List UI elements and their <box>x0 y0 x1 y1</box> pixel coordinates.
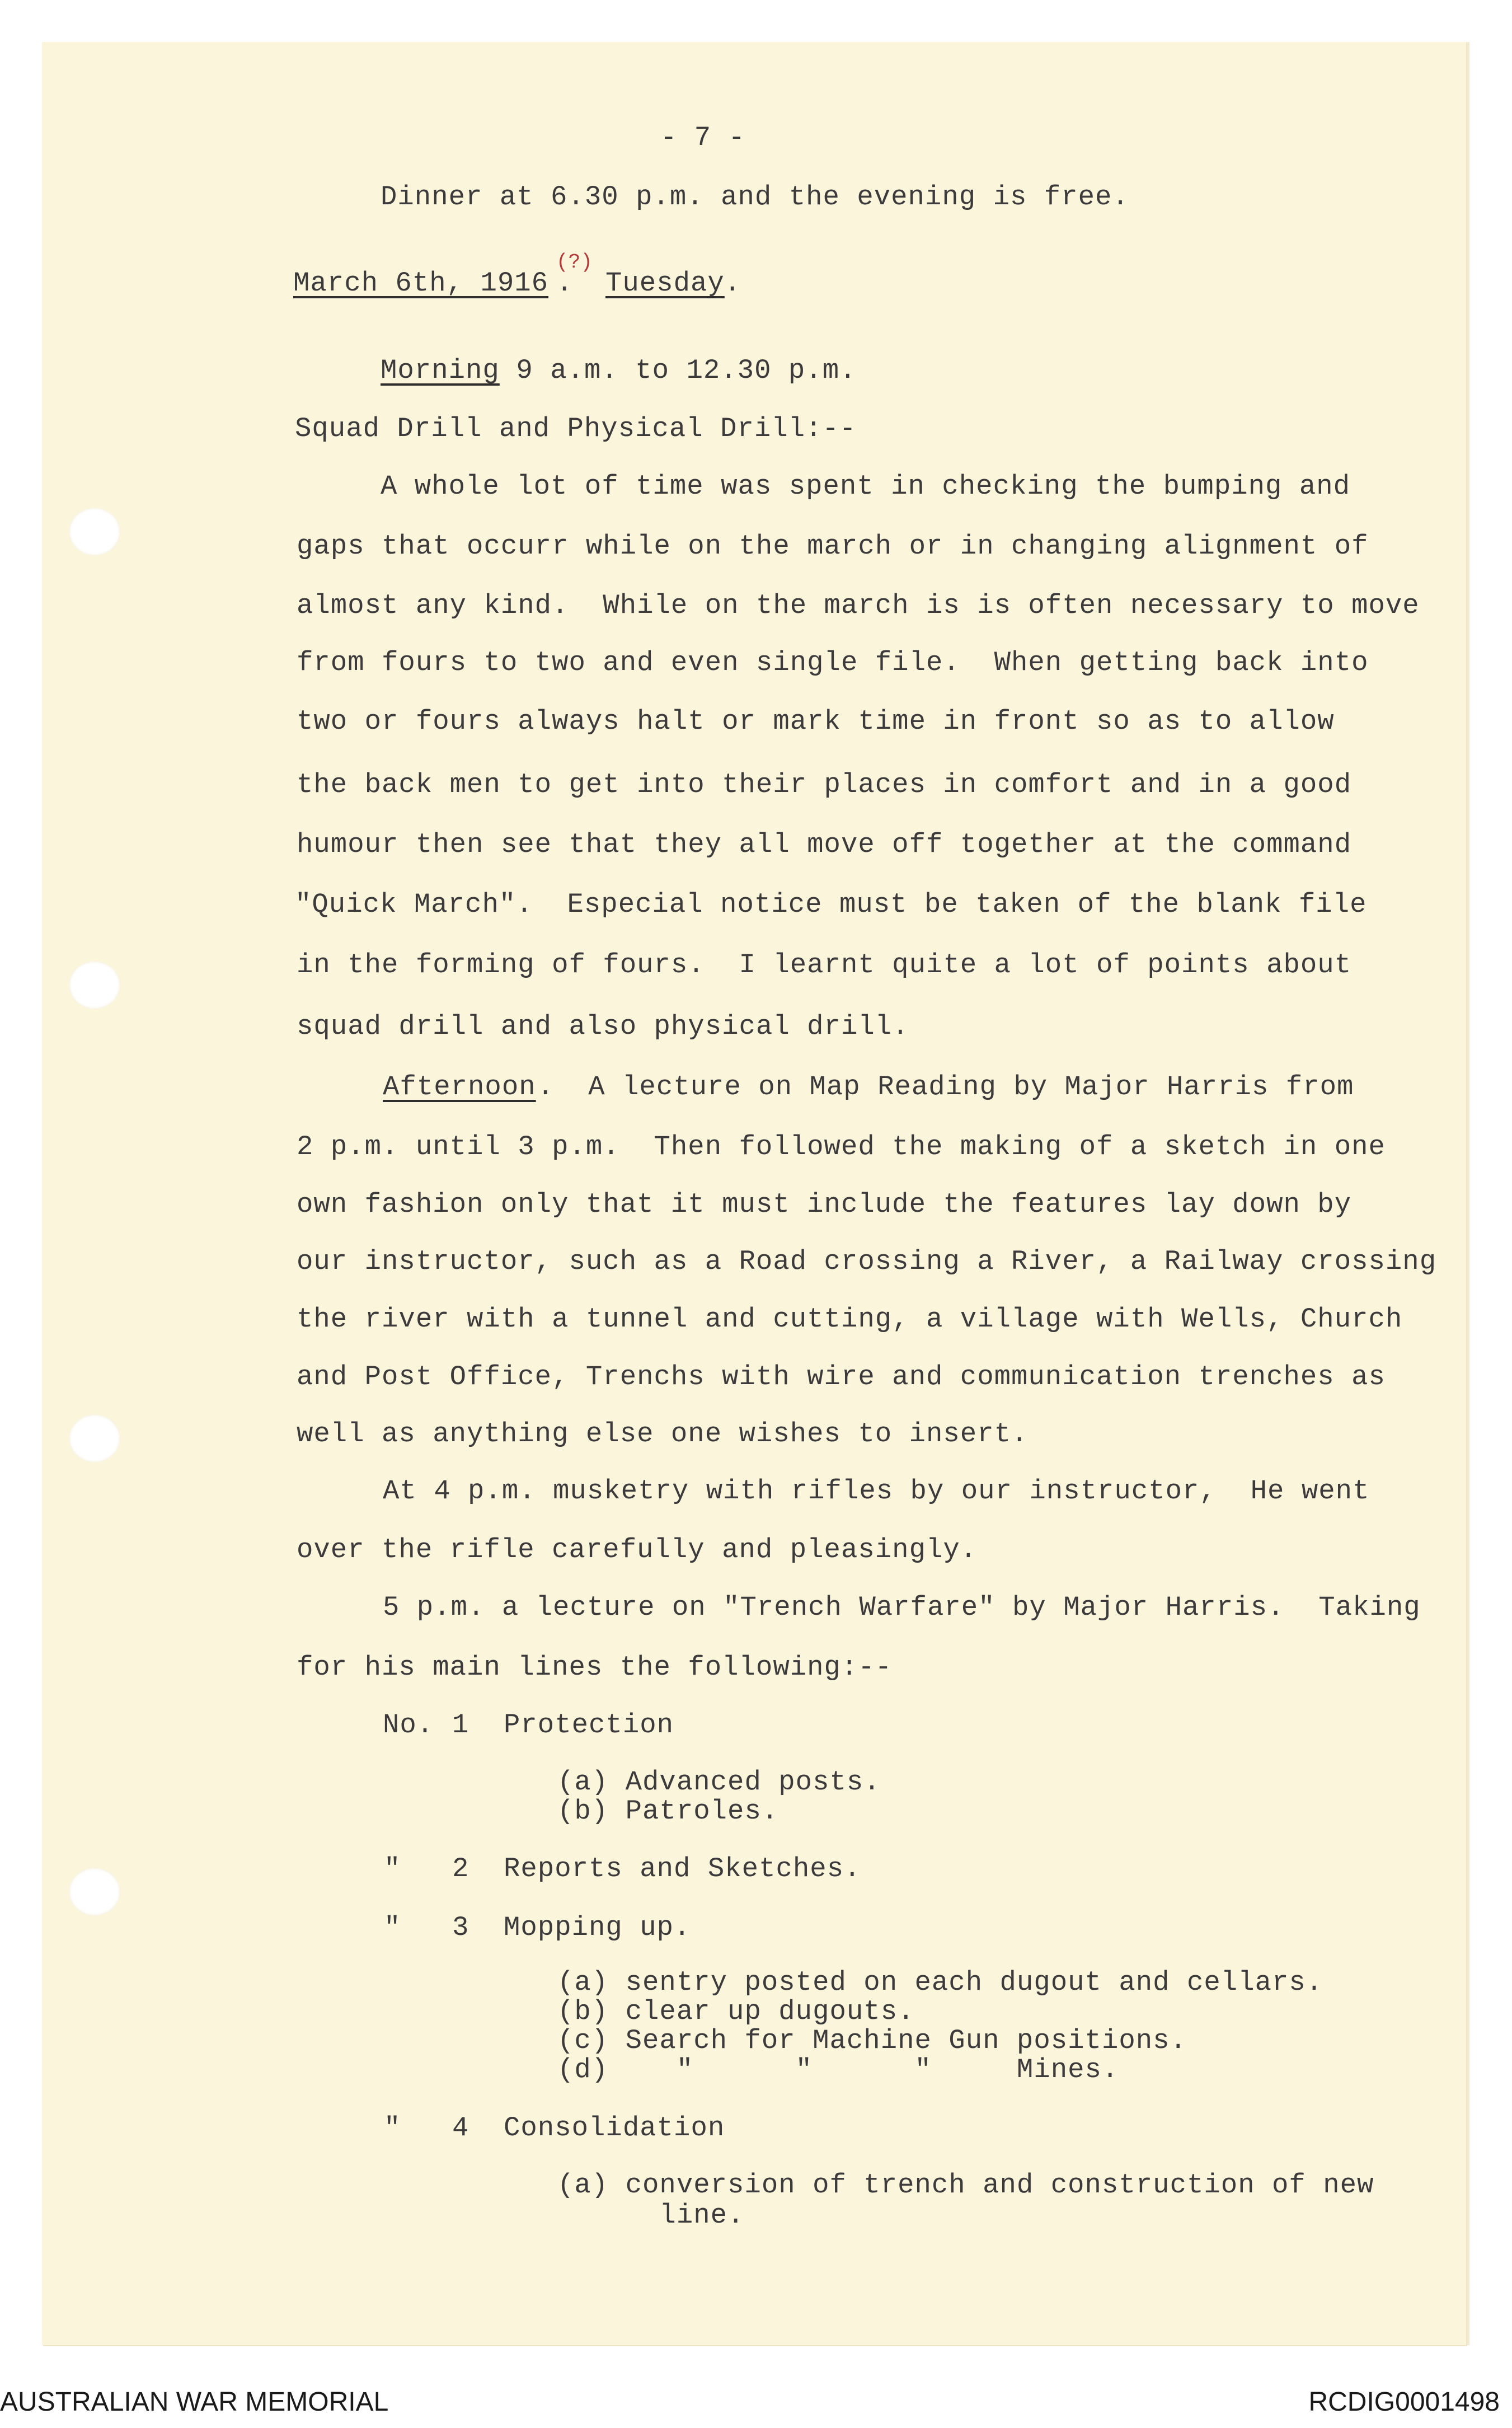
footer-institution: AUSTRALIAN WAR MEMORIAL <box>0 2387 389 2417</box>
text-line: Dinner at 6.30 p.m. and the evening is free. <box>381 181 1129 213</box>
text-line: the river with a tunnel and cutting, a village with Wells, Church <box>297 1304 1403 1335</box>
outline-title: Consolidation <box>504 2112 725 2144</box>
text-line: A whole lot of time was spent in checking the bumping and <box>381 471 1351 502</box>
text-line: and Post Office, Trenchs with wire and communication trenches as <box>297 1361 1386 1393</box>
text-line: . A lecture on Map Reading by Major Harris from <box>537 1071 1354 1103</box>
squad-drill-heading: Squad Drill and Physical Drill:-- <box>295 413 857 444</box>
punch-hole <box>69 961 120 1009</box>
punch-hole <box>69 1414 120 1463</box>
outline-number: 2 <box>452 1853 469 1885</box>
day-dot: . <box>724 268 741 299</box>
page-number: - 7 - <box>660 122 746 153</box>
text-line: gaps that occurr while on the march or in changing alignment of <box>297 531 1369 562</box>
outline-subitem: line. <box>557 2200 745 2231</box>
outline-subitem: (b) clear up dugouts. <box>557 1996 915 2027</box>
text-line: 2 p.m. until 3 p.m. Then followed the making of a sketch in one <box>297 1131 1386 1163</box>
outline-title: Protection <box>504 1709 674 1741</box>
text-line: in the forming of fours. I learnt quite a lot of points about <box>297 949 1352 981</box>
outline-subitem: (b) Patroles. <box>557 1796 779 1827</box>
outline-subitem: (a) sentry posted on each dugout and cellars. <box>557 1967 1323 1998</box>
outline-subitem: (d) " " " Mines. <box>557 2054 1119 2085</box>
text-line: At 4 p.m. musketry with rifles by our instructor, He went <box>383 1475 1370 1507</box>
morning-time: 9 a.m. to 12.30 p.m. <box>499 355 857 386</box>
outline-title: Mopping up. <box>504 1912 691 1943</box>
text-line: "Quick March". Especial notice must be taken of the blank file <box>295 889 1367 920</box>
punch-hole <box>69 508 120 556</box>
date-text: March 6th, 1916 <box>293 268 549 299</box>
text-line: our instructor, such as a Road crossing a River, a Railway crossing <box>297 1246 1437 1277</box>
outline-number: 4 <box>452 2112 469 2144</box>
morning-label: Morning <box>381 355 500 386</box>
text-line: squad drill and also physical drill. <box>297 1011 909 1042</box>
text-line: from fours to two and even single file. When getting back into <box>297 647 1369 678</box>
outline-subitem: (a) Advanced posts. <box>557 1766 881 1798</box>
text-line: 5 p.m. a lecture on "Trench Warfare" by Major Harris. Taking <box>383 1592 1421 1623</box>
date-dot: . <box>556 268 574 299</box>
outline-mark: " <box>384 1912 401 1943</box>
text-line: well as anything else one wishes to insert. <box>297 1418 1029 1450</box>
outline-number: 1 <box>452 1709 469 1741</box>
outline-subitem: (c) Search for Machine Gun positions. <box>557 2025 1187 2056</box>
outline-mark: " <box>384 2112 401 2144</box>
text-line: two or fours always halt or mark time in front so as to allow <box>297 706 1335 737</box>
text-line: for his main lines the following:-- <box>297 1652 893 1683</box>
footer-record-id: RCDIG0001498 <box>1308 2387 1500 2417</box>
text-line: own fashion only that it must include the features lay down by <box>297 1189 1352 1220</box>
outline-mark: " <box>384 1853 401 1885</box>
text-line: humour then see that they all move off together at the command <box>297 829 1352 860</box>
text-line: the back men to get into their places in comfort and in a good <box>297 769 1352 800</box>
text-line: over the rifle carefully and pleasingly. <box>297 1534 978 1565</box>
outline-title: Reports and Sketches. <box>504 1853 861 1885</box>
text-line: almost any kind. While on the march is is often necessary to move <box>297 590 1420 621</box>
day-text: Tuesday <box>605 268 725 299</box>
outline-number: 3 <box>452 1912 469 1943</box>
date-query-annotation: (?) <box>556 251 593 274</box>
afternoon-label: Afternoon <box>383 1071 536 1103</box>
outline-subitem: (a) conversion of trench and construction of new <box>557 2169 1374 2201</box>
punch-hole <box>69 1868 120 1916</box>
outline-mark: No. <box>383 1709 434 1741</box>
